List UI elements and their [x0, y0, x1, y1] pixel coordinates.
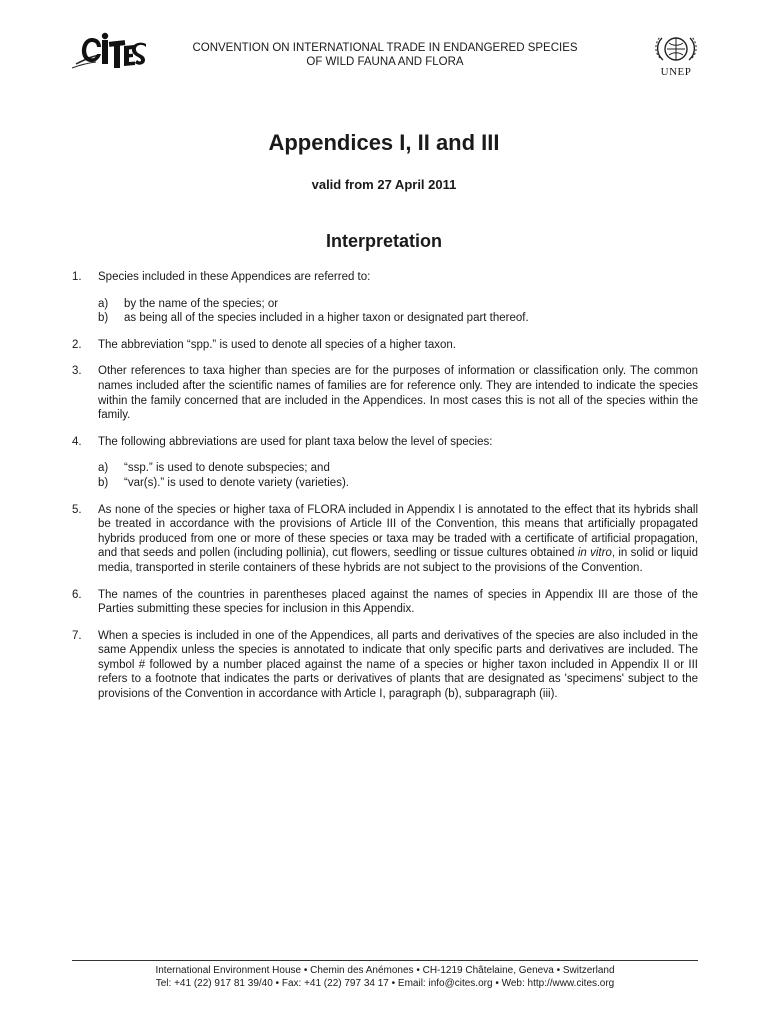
item-number: 1.: [72, 271, 82, 283]
sub-item-letter: b): [98, 476, 109, 489]
sub-list-item: [98, 297, 698, 312]
item-number: 5.: [72, 503, 82, 516]
item-text: Other references to taxa higher than species are for the purposes of information or classification only. The common names included after the scientific names of families are for reference only. They are intended to indicate the species within the family concerned that are included in the Appendices. In most cases this is not all of the species within the family.: [98, 365, 698, 422]
sub-item-text: by the name of the species; or: [124, 297, 279, 310]
sub-item-text: “ssp.” is used to denote subspecies; and: [124, 462, 330, 475]
sub-list-item: [98, 461, 698, 476]
list-item: [72, 270, 698, 326]
sub-list-item: [98, 311, 698, 326]
page-title: Appendices I, II and III: [268, 130, 500, 155]
item-text: [98, 503, 698, 576]
footer-contact: Tel: +41 (22) 917 81 39/40 • Fax: +41 (22) 797 34 17 • Email: info@cites.org • Web: http://www.cites.org: [155, 977, 615, 989]
footer-divider: [72, 960, 698, 961]
list-item: [72, 503, 698, 576]
sub-list-item: [98, 476, 698, 491]
item-text: When a species is included in one of the Appendices, all parts and derivatives of the species are also included in the same Appendix unless the species is annotated to indicate that only specific parts and derivatives are included. The symbol # followed by a number placed against the name of a species or higher taxon included in Appendix II or III refers to a footnote that indicates the parts or derivatives of plants that are designated as 'specimens' subject to the provisions of the Convention in accordance with Article I, paragraph (b), subparagraph (iii).: [98, 629, 698, 701]
sub-list: [98, 461, 698, 490]
section-title: Interpretation: [325, 231, 442, 251]
footer: [72, 965, 698, 990]
item-text: The abbreviation “spp.” is used to denote all species of a higher taxon.: [98, 338, 456, 351]
list-item: [72, 588, 698, 617]
header-line-2: OF WILD FAUNA AND FLORA: [306, 56, 464, 68]
item-text: The names of the countries in parentheses placed against the names of species in Appendix III are those of the Parties submitting these species for inclusion in this Appendix.: [98, 588, 698, 616]
sub-item-text: “var(s).” is used to denote variety (varieties).: [124, 476, 349, 489]
sub-item-letter: a): [98, 462, 109, 475]
item-number: 2.: [72, 338, 82, 351]
footer-address: International Environment House • Chemin des Anémones • CH-1219 Châtelaine, Geneva • Switzerland: [155, 965, 615, 976]
item-number: 7.: [72, 629, 82, 642]
item-text-part: , in solid or liquid media, transported in sterile containers of these hybrids are not subject to the provisions of the Convention.: [98, 547, 698, 574]
sub-list: [98, 297, 698, 326]
list-item: [72, 364, 698, 422]
list-item: [72, 338, 698, 353]
sub-item-letter: a): [98, 297, 109, 310]
item-number: 3.: [72, 365, 82, 378]
item-text: Species included in these Appendices are referred to:: [98, 271, 371, 283]
unep-logo: [650, 32, 702, 82]
validity-date: valid from 27 April 2011: [311, 177, 457, 192]
cites-logo: [70, 30, 150, 76]
italic-term: in vitro: [577, 547, 612, 560]
list-item: [72, 435, 698, 491]
sub-item-letter: b): [98, 312, 109, 325]
item-number: 4.: [72, 435, 82, 448]
item-number: 6.: [72, 588, 82, 601]
interpretation-list: [72, 270, 698, 714]
item-text-part: As none of the species or higher taxa of FLORA included in Appendix I is annotated to the effect that its hybrids shall be treated in accordance with the provisions of Article III of the Convention, this means that artificially propagated hybrids produced from one or more of these species or taxa may be traded with a certificate of artificial propagation, and that seeds and pollen (including pollinia), cut flowers, seedling or tissue cultures obtained: [98, 503, 698, 560]
list-item: [72, 629, 698, 702]
unep-logo-text: UNEP: [660, 66, 692, 78]
sub-item-text: as being all of the species included in a higher taxon or designated part thereof.: [124, 312, 529, 325]
document-header: [160, 41, 610, 69]
header-line-1: CONVENTION ON INTERNATIONAL TRADE IN ENDANGERED SPECIES: [192, 42, 578, 54]
item-text: The following abbreviations are used for plant taxa below the level of species:: [98, 435, 493, 448]
